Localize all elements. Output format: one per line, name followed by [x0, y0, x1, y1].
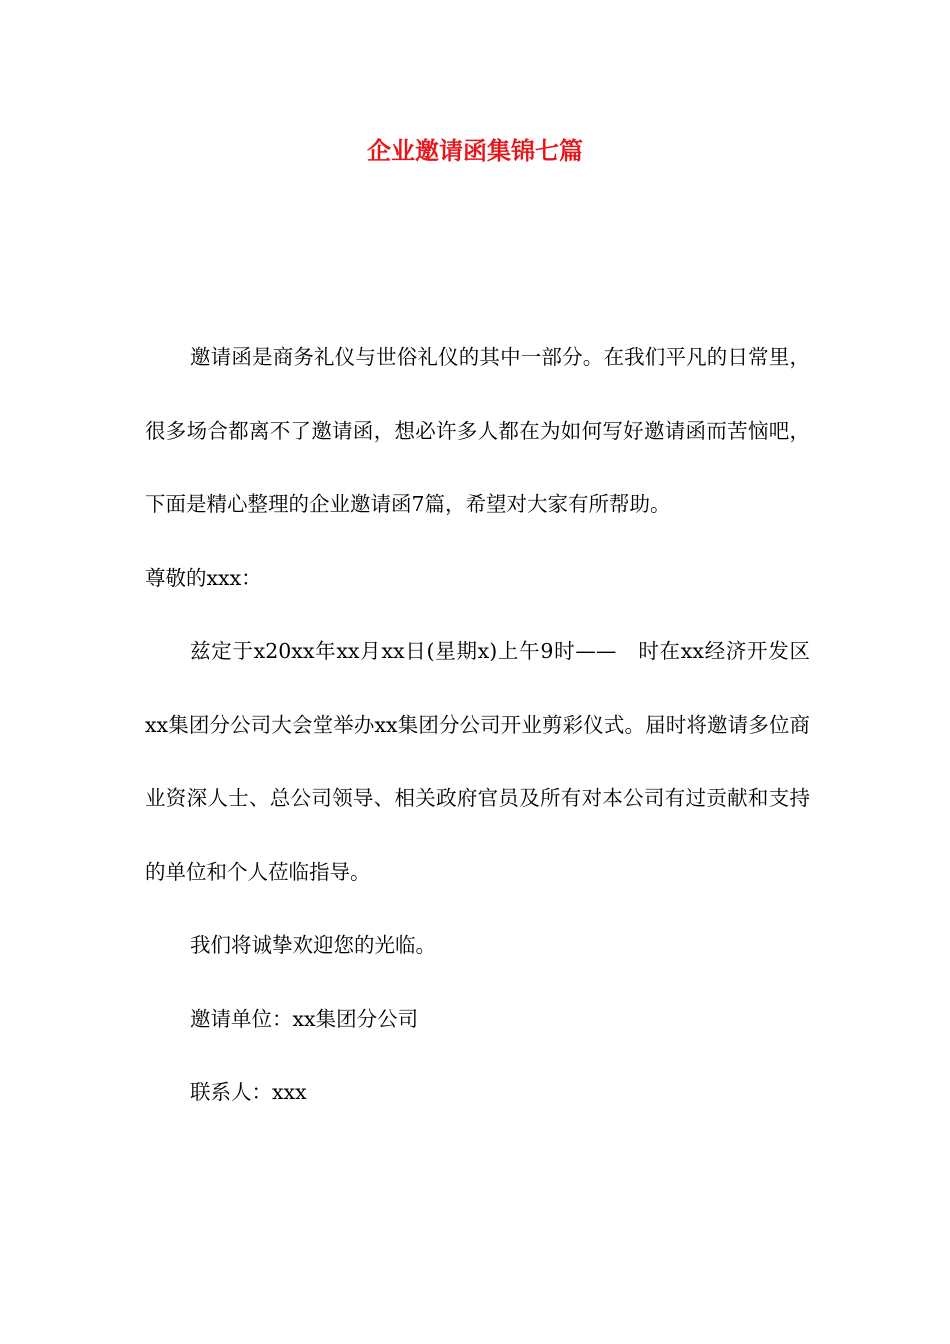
paragraph-intro: 邀请函是商务礼仪与世俗礼仪的其中一部分。在我们平凡的日常里，很多场合都离不了邀请函，想必许多人都在为如何写好邀请函而苦恼吧，下面是精心整理的企业邀请函7篇，希望对大家有所帮助。 — [145, 345, 810, 516]
paragraph-welcome: 我们将诚挚欢迎您的光临。 — [190, 933, 436, 957]
document-title: 企业邀请函集锦七篇 — [367, 136, 583, 165]
document-body — [145, 321, 810, 1130]
paragraph-inviting-unit: 邀请单位：xx集团分公司 — [190, 1006, 419, 1031]
paragraph-invitation-body: 兹定于x20xx年xx月xx日(星期x)上午9时—— 时在xx经济开发区xx集团分公司大会堂举办xx集团分公司开业剪彩仪式。届时将邀请多位商业资深人士、总公司领导、相关政府官员及所有对本公司有过贡献和支持的单位和个人莅临指导。 — [145, 639, 810, 884]
paragraph-salutation: 尊敬的xxx： — [145, 565, 262, 590]
paragraph-contact: 联系人：xxx — [190, 1080, 307, 1104]
